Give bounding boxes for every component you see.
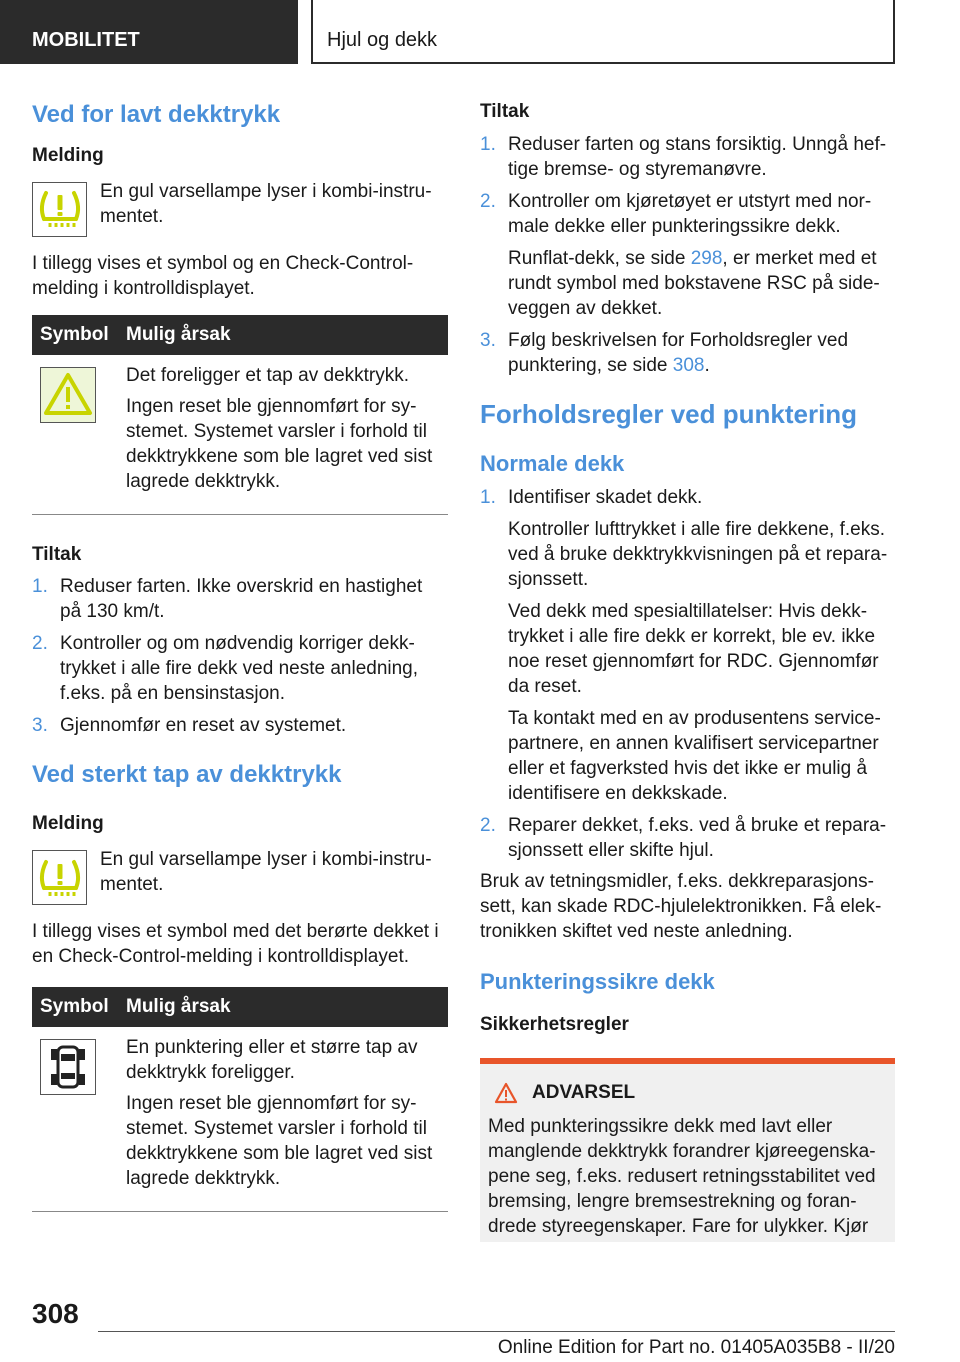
heading-low-pressure: Ved for lavt dekktrykk bbox=[32, 101, 281, 128]
table-header-symbol: Symbol bbox=[32, 987, 118, 1027]
warning-title: ADVARSEL bbox=[532, 1081, 636, 1103]
table-header-cause: Mulig årsak bbox=[118, 315, 448, 355]
edition-text: Online Edition for Part no. 01405A035B8 - II/20 bbox=[497, 1337, 895, 1358]
cause-line: Ingen reset ble gjennomført for sy-stemet. Systemet varsler i forhold til dekktrykkene som ble lagret ved sist lagrede dekktrykk. bbox=[126, 1093, 433, 1190]
cause-line: Det foreligger et tap av dekktrykk. bbox=[126, 364, 410, 386]
list-item: 1. Reduser farten og stans forsiktig. Unngå hef-tige bremse- og styremanøvre. bbox=[480, 133, 887, 180]
heading-runflat: Punkteringssikre dekk bbox=[480, 968, 715, 994]
warning-text: Med punkteringssikre dekk med lavt eller manglende dekktrykk forandrer kjøreegenska-pene seg, f.eks. redusert retningsstabilitet ved bremsing, lengre bremsestrekning og foran-drede styreegenskaper. Fare for ulykker. Kjør bbox=[488, 1115, 876, 1237]
page-title: Hjul og dekk bbox=[311, 0, 895, 64]
page-footer bbox=[0, 1290, 960, 1362]
normal-steps-list bbox=[480, 485, 895, 863]
cause-line: En punktering eller et større tap av dekktrykk foreligger. bbox=[126, 1037, 418, 1084]
symbol-cell bbox=[32, 355, 118, 515]
section-tab: MOBILITET bbox=[0, 0, 298, 64]
heading-severe-loss: Ved sterkt tap av dekktrykk bbox=[32, 761, 342, 789]
intro-text: I tillegg vises et symbol og en Check-Control-melding i kontrolldisplayet. bbox=[32, 252, 414, 299]
table-row bbox=[32, 1027, 448, 1212]
warning-triangle-icon bbox=[494, 1082, 518, 1104]
warning-header bbox=[494, 1082, 887, 1104]
list-subtext: Ta kontakt med en av produsentens service-partnere, en annen kvalifisert servicepartner eller et fagverksted hvis det ikke er mulig å identifisere en dekkskade. bbox=[508, 707, 881, 804]
list-subtext: Ved dekk med spesialtillatelser: Hvis dekk-trykket i alle fire dekk er korrekt, ble ev. ikke noe reset gjennomført for RDC. Gjennomfør da reset. bbox=[508, 600, 879, 697]
symbol-table bbox=[32, 315, 448, 515]
tire-pressure-warning-icon bbox=[32, 850, 87, 905]
message-text: En gul varsellampe lyser i kombi-instru-mentet. bbox=[100, 849, 432, 896]
warning-triangle-icon bbox=[40, 367, 96, 423]
measures-list bbox=[32, 574, 448, 738]
table-header-symbol: Symbol bbox=[32, 315, 118, 355]
cause-cell bbox=[118, 355, 448, 515]
list-item: 1. Reduser farten. Ikke overskrid en hastighet på 130 km/t. bbox=[32, 576, 423, 623]
list-item: 1. Identifiser skadet dekk. Kontroller lufttrykket i alle fire dekkene, f.eks. ved å bruke dekktrykkvisningen på et repara-sjonssett. Ved dekk med spesialtillatelser: Hvis dekk-trykket i alle fire dekk er korrekt, ble ev. ikke noe reset gjennomført for RDC. Gjennomfør da reset. Ta kontakt med en av produsentens service-partnere, en annen kvalifisert servicepartner eller et fagverksted hvis det ikke er mulig å identifisere en dekkskade. bbox=[480, 485, 895, 806]
page-link-308[interactable]: 308 bbox=[672, 354, 705, 376]
intro-text: I tillegg vises et symbol med det berørte dekket i en Check-Control-melding i kontrolldisplayet. bbox=[32, 921, 439, 968]
left-column bbox=[32, 100, 448, 1212]
list-item: 2. Reparer dekket, f.eks. ved å bruke et repara-sjonssett eller skifte hjul. bbox=[480, 814, 887, 861]
page-number: 308 bbox=[32, 1298, 79, 1329]
right-column bbox=[480, 100, 895, 1242]
list-item: 3. Følg beskrivelsen for Forholdsregler ved punktering, se side 308. bbox=[480, 329, 849, 376]
table-row bbox=[32, 355, 448, 515]
list-subtext: Kontroller lufttrykket i alle fire dekkene, f.eks. ved å bruke dekktrykkvisningen på et repara-sjonssett. bbox=[508, 518, 888, 590]
cause-cell bbox=[118, 1027, 448, 1212]
list-item: 2. Kontroller og om nødvendig korriger dekk-trykket i alle fire dekk ved neste anledning, f.eks. på en bensinstasjon. bbox=[32, 633, 419, 705]
safety-label: Sikkerhetsregler bbox=[480, 1014, 629, 1036]
measures-label: Tiltak bbox=[32, 543, 82, 565]
heading-normal-tires: Normale dekk bbox=[480, 451, 625, 477]
cause-line: Ingen reset ble gjennomført for sy-stemet. Systemet varsler i forhold til dekktrykkene som ble lagret ved sist lagrede dekktrykk. bbox=[126, 395, 433, 492]
list-item: 3. Gjennomfør en reset av systemet. bbox=[32, 715, 347, 737]
message-row bbox=[32, 847, 448, 905]
list-item: 2. Kontroller om kjøretøyet er utstyrt med nor-male dekke eller punkteringssikre dekk. Runflat-dekk, se side 298, er merket med et rundt symbol med bokstavene RSC på side-veggen av dekket. bbox=[480, 189, 895, 321]
page-header bbox=[0, 0, 960, 66]
sealant-note: Bruk av tetningsmidler, f.eks. dekkreparasjons-sett, kan skade RDC-hjulelektronikken. Få elek-tronikken skiftet ved neste anledning. bbox=[480, 870, 882, 942]
footer-divider bbox=[98, 1331, 895, 1332]
message-label: Melding bbox=[32, 145, 104, 166]
measures-label: Tiltak bbox=[480, 101, 530, 122]
vehicle-tire-icon bbox=[40, 1039, 96, 1095]
measures-list bbox=[480, 132, 895, 378]
symbol-table bbox=[32, 987, 448, 1212]
table-header-cause: Mulig årsak bbox=[118, 987, 448, 1027]
message-row bbox=[32, 179, 448, 237]
warning-box bbox=[480, 1058, 895, 1242]
page-link-298[interactable]: 298 bbox=[690, 247, 723, 269]
message-text: En gul varsellampe lyser i kombi-instru-mentet. bbox=[100, 180, 432, 227]
tire-pressure-warning-icon bbox=[32, 182, 87, 237]
list-subtext: Runflat-dekk, se side 298, er merket med et rundt symbol med bokstavene RSC på side-veggen av dekket. bbox=[508, 247, 880, 319]
heading-flat-tire: Forholdsregler ved punktering bbox=[480, 398, 858, 429]
message-label: Melding bbox=[32, 813, 104, 835]
symbol-cell bbox=[32, 1027, 118, 1212]
